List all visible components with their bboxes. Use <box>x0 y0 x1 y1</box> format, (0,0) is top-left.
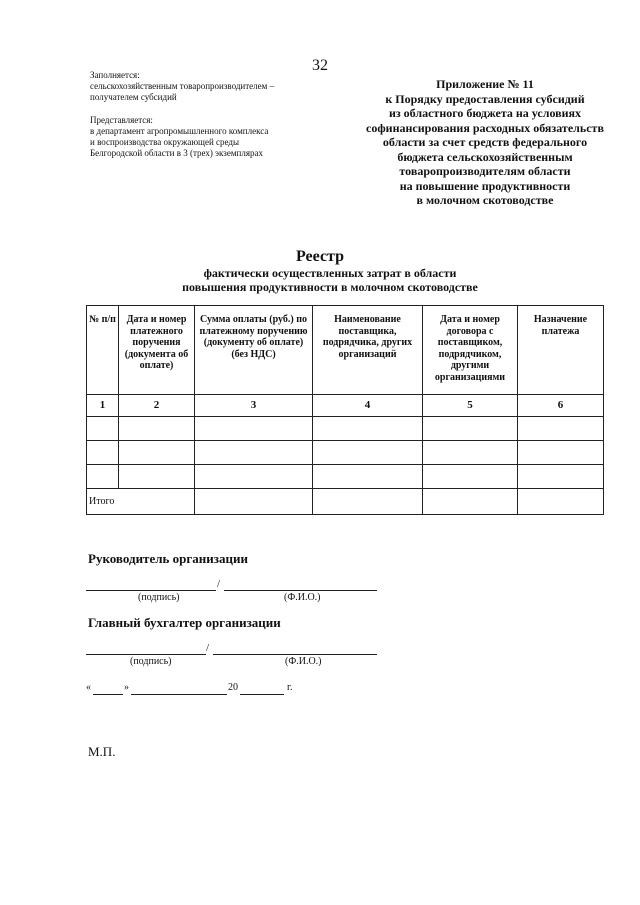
head-name-caption: (Ф.И.О.) <box>284 592 321 603</box>
table-cell <box>195 441 313 465</box>
table-cell <box>423 441 518 465</box>
date-month-line <box>131 694 227 695</box>
table-cell <box>87 441 119 465</box>
header-payment-purpose: Назначение платежа <box>518 306 604 395</box>
chief-accountant-label: Главный бухгалтер организации <box>88 615 281 630</box>
appendix-line-4: софинансирования расходных обязательств <box>366 120 604 135</box>
table-cell <box>518 465 604 489</box>
header-payment-amount: Сумма оплаты (руб.) по платежному поручению (документу об оплате) (без НДС) <box>195 306 313 395</box>
total-label: Итого <box>87 489 195 515</box>
head-signature-caption: (подпись) <box>138 592 180 603</box>
table-cell <box>518 441 604 465</box>
subtitle-line-2: повышения продуктивности в молочном скотоводстве <box>182 280 478 294</box>
table-cell <box>119 441 195 465</box>
table-cell <box>313 441 423 465</box>
appendix-line-3: из областного бюджета на условиях <box>388 106 582 120</box>
table-cell <box>313 465 423 489</box>
table-cell <box>313 417 423 441</box>
table-cell <box>195 465 313 489</box>
column-number: 1 <box>87 395 119 417</box>
appendix-line-2: к Порядку предоставления субсидий <box>385 91 585 106</box>
table-cell <box>423 417 518 441</box>
table-row <box>87 441 604 465</box>
table-cell <box>423 465 518 489</box>
appendix-line-5: области за счет средств федерального <box>382 135 588 149</box>
head-slash: / <box>217 578 221 590</box>
accountant-signature-line <box>86 654 206 655</box>
date-year-line <box>240 694 284 695</box>
table-row <box>87 465 604 489</box>
expense-register-table <box>86 305 604 515</box>
head-name-line <box>224 590 377 591</box>
filled-by-line-2: получателем субсидий <box>90 92 177 102</box>
stamp-place-label: М.П. <box>88 744 116 759</box>
filled-label: Заполняется: <box>90 70 140 80</box>
column-number: 3 <box>195 395 313 417</box>
appendix-header <box>340 77 630 208</box>
table-cell <box>87 465 119 489</box>
header-contract: Дата и номер договора с поставщиком, подрядчиком, другими организациями <box>423 306 518 395</box>
date-year-prefix: 20 <box>228 682 238 693</box>
table-cell <box>195 489 313 515</box>
appendix-line-9: в молочном скотоводстве <box>416 193 554 207</box>
submitted-line-2: и воспроизводства окружающей среды <box>90 137 240 147</box>
accountant-name-caption: (Ф.И.О.) <box>285 656 322 667</box>
table-cell <box>423 489 518 515</box>
head-signature-line <box>86 590 216 591</box>
column-number: 6 <box>518 395 604 417</box>
appendix-line-1: Приложение № 11 <box>436 77 534 91</box>
date-day-line <box>93 694 123 695</box>
column-number: 5 <box>423 395 518 417</box>
column-number: 2 <box>119 395 195 417</box>
date-open-quote: « <box>86 682 91 693</box>
table-cell <box>119 417 195 441</box>
table-cell <box>518 489 604 515</box>
document-subtitle <box>150 266 510 294</box>
column-number-row <box>87 395 604 417</box>
subtitle-line-1: фактически осуществленных затрат в области <box>203 266 457 280</box>
table-cell <box>87 417 119 441</box>
table-cell <box>119 465 195 489</box>
header-supplier: Наименование поставщика, подрядчика, других организаций <box>313 306 423 395</box>
table-header-row <box>87 306 604 395</box>
head-of-organization-label: Руководитель организации <box>88 551 248 566</box>
date-close-quote: » <box>124 682 129 693</box>
accountant-slash: / <box>206 642 210 654</box>
header-number: № п/п <box>87 306 119 395</box>
table-row <box>87 417 604 441</box>
appendix-line-6: бюджета сельскохозяйственным <box>397 149 573 164</box>
filled-by-line-1: сельскохозяйственным товаропроизводителем – <box>90 81 275 91</box>
column-number: 4 <box>313 395 423 417</box>
submitted-line-3: Белгородской области в 3 (трех) экземплярах <box>90 148 263 158</box>
accountant-signature-caption: (подпись) <box>130 656 172 667</box>
submission-note <box>90 70 320 159</box>
date-year-suffix: г. <box>287 682 293 693</box>
page-number: 32 <box>312 57 328 74</box>
submitted-line-1: в департамент агропромышленного комплекса <box>90 126 269 136</box>
appendix-line-8: на повышение продуктивности <box>399 178 571 193</box>
table-cell <box>518 417 604 441</box>
table-cell <box>195 417 313 441</box>
submitted-label: Представляется: <box>90 115 153 125</box>
accountant-name-line <box>213 654 377 655</box>
document-title: Реестр <box>295 248 344 265</box>
appendix-line-7: товаропроизводителям области <box>399 164 571 178</box>
table-cell <box>313 489 423 515</box>
header-payment-order: Дата и номер платежного поручения (документа об оплате) <box>119 306 195 395</box>
total-row <box>87 489 604 515</box>
